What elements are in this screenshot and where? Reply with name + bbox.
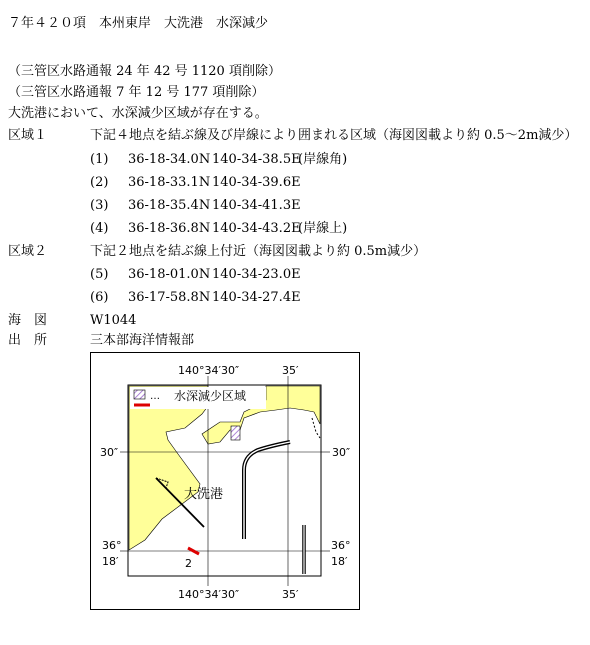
- point-number: (3): [90, 198, 109, 213]
- legend-hatch-icon: [134, 390, 145, 399]
- point-latitude: 36-18-36.8N: [128, 221, 211, 236]
- point-longitude: 140-34-39.6E: [212, 175, 301, 190]
- point-latitude: 36-18-33.1N: [128, 175, 211, 190]
- point-number: (5): [90, 267, 109, 282]
- legend-dots: …: [150, 391, 160, 402]
- point-latitude: 36-17-58.8N: [128, 290, 211, 305]
- port-name-label: 大洗港: [184, 487, 224, 502]
- cancellation-note-1: （三管区水路通報 24 年 42 号 1120 項削除）: [8, 64, 281, 79]
- lon-label-top-right: 35′: [282, 364, 299, 377]
- lon-label-top-left: 140°34′30″: [178, 364, 240, 377]
- lon-label-bottom-left: 140°34′30″: [178, 588, 240, 601]
- nautical-chart-map: [90, 352, 360, 610]
- point-note: (岸線角): [298, 152, 348, 167]
- point-number: (1): [90, 152, 109, 167]
- area1-description: 下記４地点を結ぶ線及び岸線により囲まれる区域（海図図載より約 0.5～2m減少）: [90, 128, 578, 143]
- lat-label-18-right: 18′: [331, 555, 348, 568]
- intro-text: 大洗港において、水深減少区域が存在する。: [8, 106, 268, 121]
- chart-ref-value: W1044: [90, 313, 137, 328]
- point-longitude: 140-34-41.3E: [212, 198, 301, 213]
- area2-description: 下記２地点を結ぶ線上付近（海図図載より約 0.5m減少）: [90, 244, 427, 259]
- point-latitude: 36-18-35.4N: [128, 198, 211, 213]
- point-note: (岸線上): [298, 221, 348, 236]
- point-number: (2): [90, 175, 109, 190]
- lat-label-30-right: 30″: [332, 446, 351, 459]
- lon-label-bottom-right: 35′: [282, 588, 299, 601]
- chart-ref-label: 海 図: [8, 313, 48, 328]
- point-longitude: 140-34-38.5E: [212, 152, 301, 167]
- area2-label: 区域２: [8, 244, 48, 259]
- lat-label-36-left: 36°: [102, 539, 122, 552]
- legend-label: 水深減少区域: [174, 389, 247, 403]
- lat-label-30-left: 30″: [100, 446, 119, 459]
- area1-label: 区域１: [8, 128, 48, 143]
- source-label: 出 所: [8, 333, 48, 348]
- point-latitude: 36-18-34.0N: [128, 152, 211, 167]
- area2-number-label: 2: [185, 557, 192, 570]
- lat-label-36-right: 36°: [331, 539, 351, 552]
- lat-label-18-left: 18′: [102, 555, 119, 568]
- point-longitude: 140-34-43.2E: [212, 221, 301, 236]
- page-title: ７年４２０項 本州東岸 大洗港 水深減少: [8, 16, 269, 31]
- area1-hatch: [231, 426, 240, 440]
- point-longitude: 140-34-27.4E: [212, 290, 301, 305]
- source-value: 三本部海洋情報部: [90, 333, 195, 348]
- cancellation-note-2: （三管区水路通報 7 年 12 号 177 項削除）: [8, 85, 265, 100]
- point-latitude: 36-18-01.0N: [128, 267, 211, 282]
- point-number: (4): [90, 221, 109, 236]
- point-longitude: 140-34-23.0E: [212, 267, 301, 282]
- point-number: (6): [90, 290, 109, 305]
